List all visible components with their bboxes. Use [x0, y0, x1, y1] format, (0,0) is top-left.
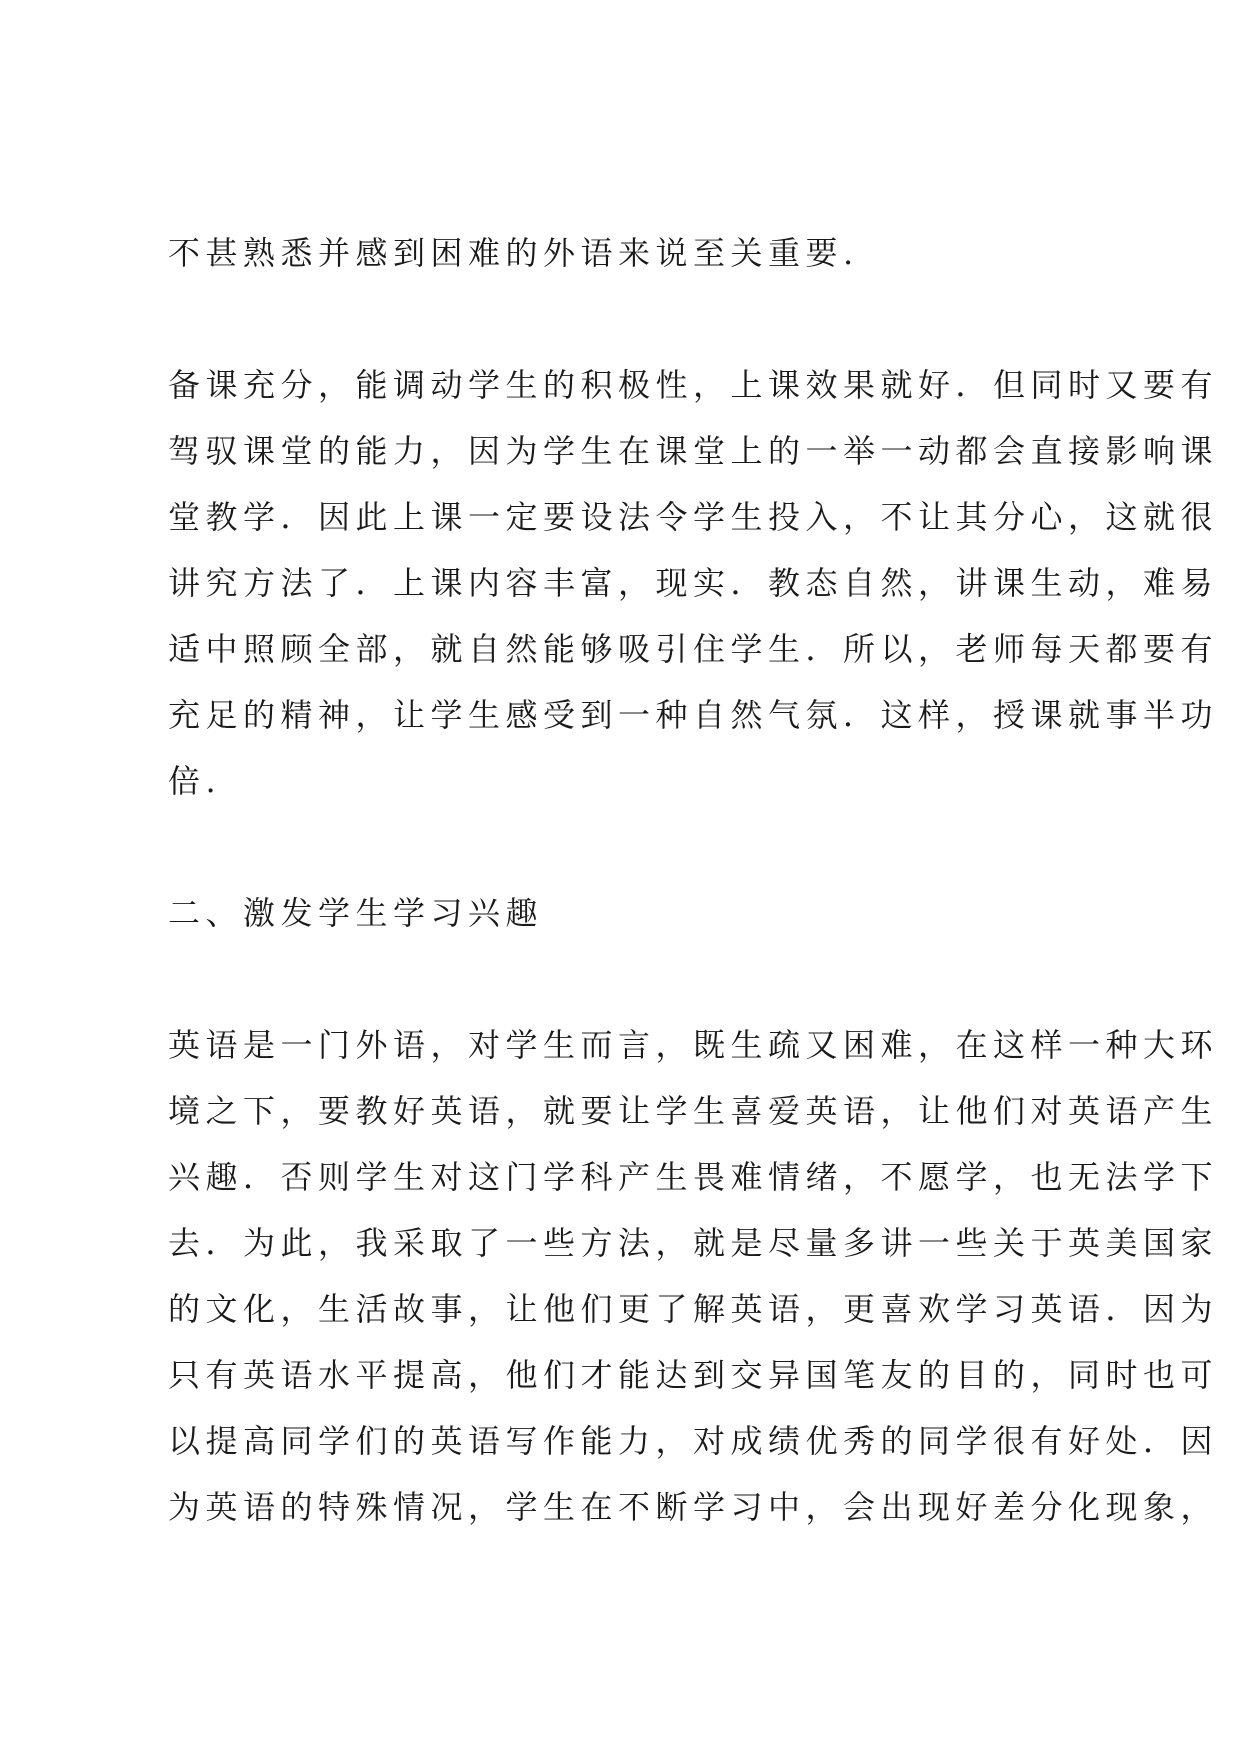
section-heading: 二、激发学生学习兴趣: [168, 894, 544, 932]
paragraph-spacer: [168, 814, 1088, 880]
paragraph-3-line-1: 英语是一门外语，对学生而言，既生疏又困难，在这样一种大环: [168, 1026, 1219, 1064]
paragraph-3-line-7: 以提高同学们的英语写作能力，对成绩优秀的同学很有好处．因: [168, 1422, 1219, 1460]
paragraph-spacer: [168, 286, 1088, 352]
paragraph-3-line-6: 只有英语水平提高，他们才能达到交异国笔友的目的，同时也可: [168, 1356, 1219, 1394]
paragraph-2-line-6: 充足的精神，让学生感受到一种自然气氛．这样，授课就事半功: [168, 696, 1219, 734]
paragraph-2-line-3: 堂教学．因此上课一定要设法令学生投入，不让其分心，这就很: [168, 498, 1219, 536]
paragraph-3-line-4: 去．为此，我采取了一些方法，就是尽量多讲一些关于英美国家: [168, 1224, 1219, 1262]
paragraph-2-line-1: 备课充分，能调动学生的积极性，上课效果就好．但同时又要有: [168, 366, 1219, 404]
paragraph-3-line-3: 兴趣．否则学生对这门学科产生畏难情绪，不愿学，也无法学下: [168, 1158, 1219, 1196]
paragraph-2-line-4: 讲究方法了．上课内容丰富，现实．教态自然，讲课生动，难易: [168, 564, 1219, 602]
paragraph-2-line-2: 驾驭课堂的能力，因为学生在课堂上的一举一动都会直接影响课: [168, 432, 1219, 470]
paragraph-2-line-5: 适中照顾全部，就自然能够吸引住学生．所以，老师每天都要有: [168, 630, 1219, 668]
paragraph-3-line-2: 境之下，要教好英语，就要让学生喜爱英语，让他们对英语产生: [168, 1092, 1219, 1130]
document-body: [168, 220, 1219, 1540]
paragraph-2-line-7: 倍.: [168, 762, 222, 800]
paragraph-1-line-1: 不甚熟悉并感到困难的外语来说至关重要.: [168, 234, 859, 272]
paragraph-3-line-8: 为英语的特殊情况，学生在不断学习中，会出现好差分化现象，: [168, 1488, 1219, 1526]
paragraph-spacer: [168, 946, 1088, 1012]
paragraph-3-line-5: 的文化，生活故事，让他们更了解英语，更喜欢学习英语．因为: [168, 1290, 1219, 1328]
